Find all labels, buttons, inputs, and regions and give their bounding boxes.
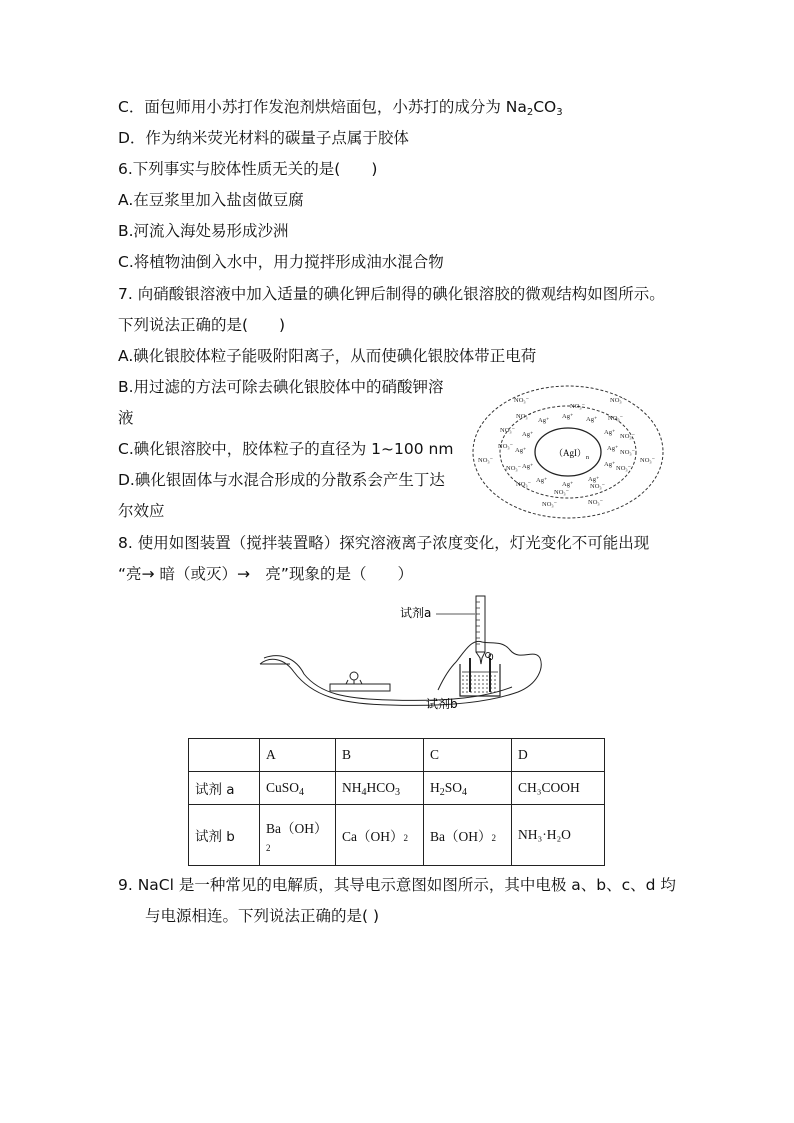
table-cell: Ca（OH）2 bbox=[336, 805, 424, 866]
agi-colloid-figure bbox=[470, 380, 670, 522]
reagent-options-table bbox=[188, 738, 605, 866]
nitrate-ion: NO₃⁻ bbox=[610, 397, 626, 404]
table-cell: $H_2SO_4$ bbox=[424, 772, 512, 805]
zero-mark: 0 bbox=[488, 653, 494, 663]
table-header-cell: D bbox=[512, 739, 605, 772]
ag-ion: Ag⁺ bbox=[562, 413, 574, 420]
table-header-cell bbox=[189, 739, 260, 772]
nitrate-ion: NO₃⁻ bbox=[542, 501, 558, 508]
table-header-cell: A bbox=[260, 739, 336, 772]
conductivity-apparatus-figure bbox=[250, 592, 550, 718]
wire-inner bbox=[264, 656, 512, 701]
nitrate-ion: NO₃⁻ bbox=[588, 499, 604, 506]
table-row-reagent-a bbox=[189, 772, 605, 805]
agi-core-label: $(AgI)_n$ bbox=[554, 448, 589, 461]
ag-ion: Ag⁺ bbox=[538, 417, 550, 424]
q5-option-d: D．作为纳米荧光材料的碳量子点属于胶体 bbox=[118, 129, 409, 147]
table-row-reagent-b bbox=[189, 805, 605, 866]
q8-stem-line1: 8. 使用如图装置（搅拌装置略）探究溶液离子浓度变化，灯光变化不可能出现 bbox=[118, 534, 650, 552]
row-label: 试剂 a bbox=[189, 772, 260, 805]
ag-ion: Ag⁺ bbox=[607, 445, 619, 452]
ag-ion: Ag⁺ bbox=[522, 431, 534, 438]
q8-stem-line2: “亮→ 暗（或灭）→ 亮”现象的是（ ） bbox=[118, 565, 413, 583]
q5-option-c: C．面包师用小苏打作发泡剂烘焙面包，小苏打的成分为 $Na_2CO_3$ bbox=[118, 98, 563, 118]
ag-ion: Ag⁺ bbox=[536, 477, 548, 484]
ag-ion: Ag⁺ bbox=[588, 476, 600, 483]
nitrate-ion: NO₃⁻ bbox=[640, 457, 656, 464]
q7-option-b-line2: 液 bbox=[118, 409, 134, 427]
nitrate-ion: NO₃⁻ bbox=[620, 433, 636, 440]
nitrate-ion: NO₃⁻ bbox=[608, 415, 624, 422]
q7-option-d-line2: 尔效应 bbox=[118, 502, 165, 520]
nitrate-ion: NO₃⁻ bbox=[516, 413, 532, 420]
q6-option-a: A.在豆浆里加入盐卤做豆腐 bbox=[118, 191, 304, 209]
table-cell: Ba（OH）2 bbox=[424, 805, 512, 866]
q7-option-c: C.碘化银溶胶中，胶体粒子的直径为 1~100 nm bbox=[118, 440, 454, 458]
nitrate-ion: NO₃⁻ bbox=[514, 397, 530, 404]
nitrate-ion: NO₃⁻ bbox=[478, 457, 494, 464]
q7-option-b-line1: B.用过滤的方法可除去碘化银胶体中的硝酸钾溶 bbox=[118, 378, 444, 396]
q9-stem-line2: 与电源相连。下列说法正确的是( ) bbox=[145, 907, 380, 925]
ag-ion: Ag⁺ bbox=[604, 461, 616, 468]
reagent-b-label: 试剂b bbox=[426, 697, 458, 711]
q6-stem: 6.下列事实与胶体性质无关的是( ) bbox=[118, 160, 378, 178]
table-header-cell: C bbox=[424, 739, 512, 772]
nitrate-ion: NO₃⁻ bbox=[616, 465, 632, 472]
q6-option-b: B.河流入海处易形成沙洲 bbox=[118, 222, 289, 240]
q9-stem-line1: 9. NaCl 是一种常见的电解质，其导电示意图如图所示，其中电极 a、b、c、d 均 bbox=[118, 876, 676, 894]
ag-ion: Ag⁺ bbox=[604, 429, 616, 436]
ag-ion: Ag⁺ bbox=[522, 463, 534, 470]
q6-option-c: C.将植物油倒入水中，用力搅拌形成油水混合物 bbox=[118, 253, 444, 271]
table-cell: CuSO$_4$ bbox=[260, 772, 336, 805]
reagent-a-label: 试剂a bbox=[400, 606, 432, 620]
row-label: 试剂 b bbox=[189, 805, 260, 866]
nitrate-ion: NO₃⁻ bbox=[554, 489, 570, 496]
table-cell: Ba（OH） 2 bbox=[260, 805, 336, 866]
nitrate-ion: NO₃⁻ bbox=[506, 465, 522, 472]
nitrate-ion: NO₃⁻ bbox=[620, 449, 636, 456]
table-header-row bbox=[189, 739, 605, 772]
table-cell: CH₃COOH bbox=[512, 772, 605, 805]
q7-stem-line2: 下列说法正确的是( ) bbox=[118, 316, 286, 334]
nitrate-ion: NO₃⁻ bbox=[498, 443, 514, 450]
nitrate-ion: NO₃⁻ bbox=[570, 403, 586, 410]
ag-ion: Ag⁺ bbox=[586, 416, 598, 423]
ag-ion: Ag⁺ bbox=[562, 481, 574, 488]
ag-ion: Ag⁺ bbox=[515, 447, 527, 454]
q7-option-a: A.碘化银胶体粒子能吸附阳离子，从而使碘化银胶体带正电荷 bbox=[118, 347, 537, 365]
table-cell: $NH_4HCO_3$ bbox=[336, 772, 424, 805]
table-cell: NH₃·H₂O bbox=[512, 805, 605, 866]
nitrate-ion: NO₃⁻ bbox=[590, 483, 606, 490]
table-header-cell: B bbox=[336, 739, 424, 772]
nitrate-ion: NO₃⁻ bbox=[500, 427, 516, 434]
q7-option-d-line1: D.碘化银固体与水混合形成的分散系会产生丁达 bbox=[118, 471, 445, 489]
light-bulb bbox=[330, 672, 390, 691]
beaker bbox=[460, 658, 500, 696]
q7-stem-line1: 7. 向硝酸银溶液中加入适量的碘化钾后制得的碘化银溶胶的微观结构如图所示。 bbox=[118, 285, 665, 303]
nitrate-ion: NO₃⁻ bbox=[516, 481, 532, 488]
